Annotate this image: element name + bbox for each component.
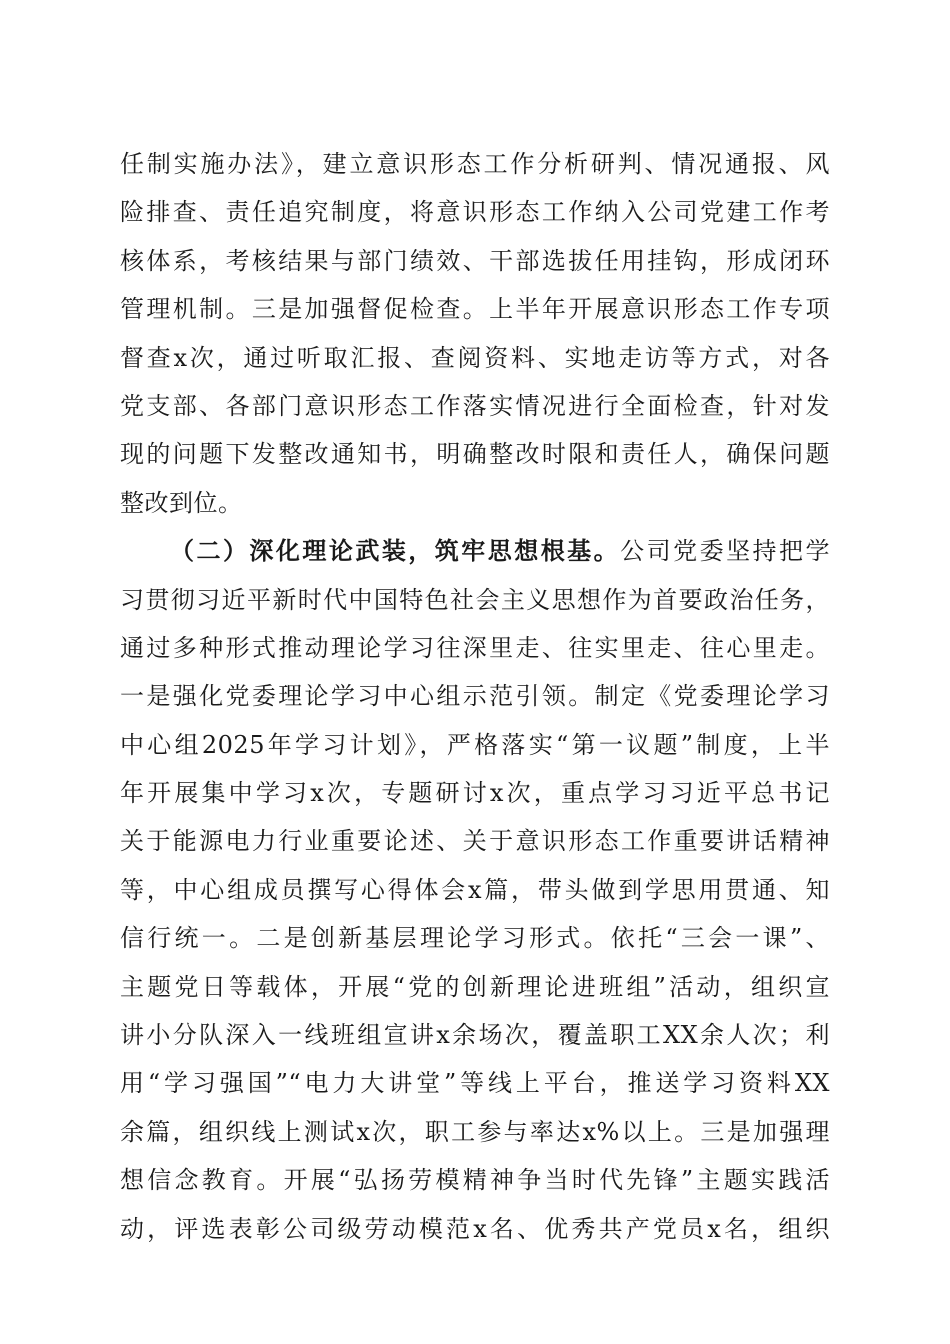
text-line: 一是强化党委理论学习中心组示范引领。制定《党委理论学习	[120, 682, 830, 711]
section-heading-line	[120, 527, 830, 575]
text-line: 年开展集中学习x次，专题研讨x次，重点学习习近平总书记	[120, 779, 830, 808]
text-line: 险排查、责任追究制度，将意识形态工作纳入公司党建工作考	[120, 198, 830, 227]
text-line: 习贯彻习近平新时代中国特色社会主义思想作为首要政治任务，	[120, 585, 830, 614]
text-line: 余篇，组织线上测试x次，职工参与率达x%以上。三是加强理	[120, 1117, 830, 1146]
text-line: 动，评选表彰公司级劳动模范x名、优秀共产党员x名，组织	[120, 1214, 830, 1243]
text-line: 督查x次，通过听取汇报、查阅资料、实地走访等方式，对各	[120, 343, 830, 372]
text-line: 信行统一。二是创新基层理论学习形式。依托“三会一课”、	[120, 924, 830, 953]
section-heading: （二）深化理论武装，筑牢思想根基。	[170, 536, 621, 566]
text-line: 关于能源电力行业重要论述、关于意识形态工作重要讲话精神	[120, 827, 830, 856]
text-line: 主题党日等载体，开展“党的创新理论进班组”活动，组织宣	[120, 972, 830, 1001]
text-line: 任制实施办法》，建立意识形态工作分析研判、情况通报、风	[120, 150, 830, 178]
text-line: 现的问题下发整改通知书，明确整改时限和责任人，确保问题	[120, 440, 830, 469]
text-line: 等，中心组成员撰写心得体会x篇，带头做到学思用贯通、知	[120, 875, 830, 904]
text-line: 整改到位。	[120, 488, 243, 517]
text-line: 用“学习强国”“电力大讲堂”等线上平台，推送学习资料XX	[120, 1069, 830, 1098]
text-line: 管理机制。三是加强督促检查。上半年开展意识形态工作专项	[120, 295, 830, 324]
body-text	[120, 140, 830, 1253]
text-line: 通过多种形式推动理论学习往深里走、往实里走、往心里走。	[120, 633, 830, 662]
text-line: 中心组2025年学习计划》，严格落实“第一议题”制度，上半	[120, 730, 830, 759]
section-heading-rest: 公司党委坚持把学	[620, 537, 830, 566]
text-line: 想信念教育。开展“弘扬劳模精神争当时代先锋”主题实践活	[120, 1166, 830, 1195]
text-line: 党支部、各部门意识形态工作落实情况进行全面检查，针对发	[120, 391, 830, 420]
text-line: 核体系，考核结果与部门绩效、干部选拔任用挂钩，形成闭环	[120, 246, 830, 275]
text-line: 讲小分队深入一线班组宣讲x余场次，覆盖职工XX余人次；利	[120, 1021, 830, 1050]
